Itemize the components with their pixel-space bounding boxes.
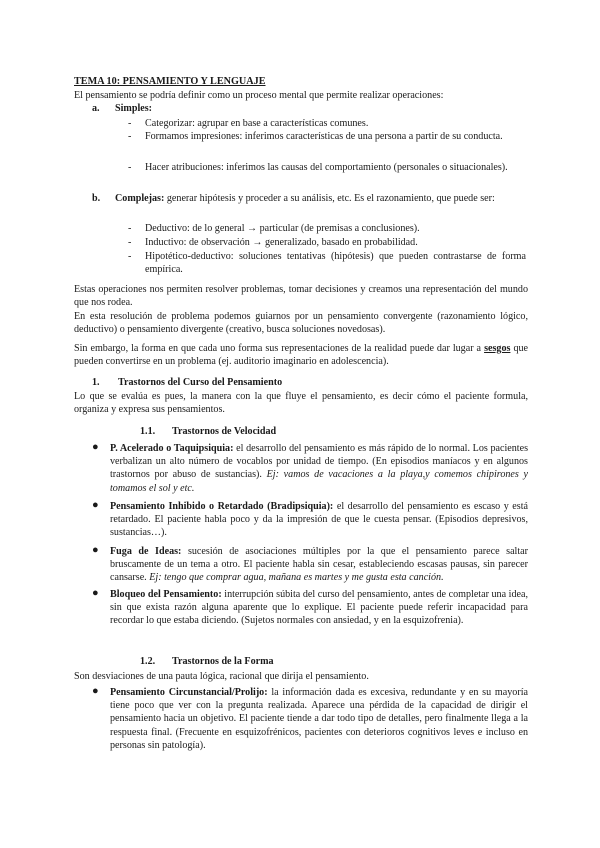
bullet-marker: ● [92,499,99,511]
term-label: Pensamiento Inhibido o Retardado (Bradipsiquia): [110,501,334,512]
biases-keyword: sesgos [484,343,511,354]
bullet-text [110,442,528,495]
page-title: TEMA 10: PENSAMIENTO Y LENGUAJE [74,76,266,87]
complex-label: Complejas: [115,193,165,204]
subsection-number: 1.1. [140,426,156,437]
list-item [92,686,528,752]
dash-marker: - [128,237,132,248]
complex-item-text: Inductivo: de observación → generalizado, basado en probabilidad. [145,237,418,248]
list-item [128,117,526,130]
dash-marker: - [128,251,132,262]
section-intro: Lo que se evalúa es pues, la manera con la que fluye el pensamiento, es decir cómo el paciente formula, organiza y expresa sus pensamientos. [74,391,528,416]
simple-item-text: Hacer atribuciones: inferimos las causas del comportamiento (personales o situacionales). [145,162,508,173]
section-heading [92,376,282,389]
list-item [92,500,528,540]
list-item [128,161,526,174]
list-item [128,250,526,276]
intro-paragraph: El pensamiento se podría definir como un proceso mental que permite realizar operaciones: [74,90,444,101]
bullet-marker: ● [92,441,99,453]
subsection-heading [140,655,274,668]
dash-marker: - [128,118,132,129]
bullet-text [110,545,528,585]
term-example: Ej: tengo que comprar agua, mañana es martes y me gusta esta canción. [149,572,444,584]
simple-item-text: Categorizar: agrupar en base a características comunes. [145,118,369,129]
simple-item-text: Formamos impresiones: inferimos características de una persona a partir de su conducta. [145,131,503,142]
list-key-b: b. [92,193,101,204]
section-title: Trastornos del Curso del Pensamiento [118,377,283,388]
bullet-text [110,500,528,540]
subsection-number: 1.2. [140,656,156,667]
term-label: P. Acelerado o Taquipsiquia: [110,443,234,454]
subsection-intro: Son desviaciones de una pauta lógica, racional que dirija el pensamiento. [74,671,369,682]
list-item [92,442,528,495]
dash-marker: - [128,162,132,173]
term-example: Ej: vamos de vacaciones a la playa,y comemos chipirones y tomamos el sol y etc. [110,469,528,494]
bullet-text [110,588,528,628]
term-definition: el desarrollo del pensamiento es escaso y está retardado. El paciente habla poco y da la impresión de que le cuesta pensar. (Episodios depresivos, sustancias…). [110,501,528,539]
subsection-title: Trastornos de Velocidad [172,426,277,437]
bullet-marker: ● [92,685,99,697]
list-item [128,222,526,235]
complex-item-text: Hipotético-deductivo: soluciones tentativas (hipótesis) que pueden contrastarse de forma empírica. [145,251,526,276]
term-definition: interrupción súbita del curso del pensamiento, antes de completar una idea, sin que exista razón alguna aparente que lo explique. El paciente puede referir incapacidad para recordar lo que estaba diciendo. (Sujetos normales con ansiedad, y en la esquizofrenia). [110,589,528,627]
list-key-a: a. [92,103,100,114]
biases-text-a: Sin embargo, la forma en que cada uno forma sus representaciones de la realidad puede dar lugar a [74,343,482,354]
bullet-text [110,686,528,752]
subsection-heading [140,425,276,438]
simple-label: Simples: [115,103,153,114]
list-item [128,236,526,249]
complex-operations-heading [92,192,528,205]
simple-operations-heading [92,102,152,115]
dash-marker: - [128,131,132,142]
complex-item-text: Deductivo: de lo general → particular (de premisas a conclusiones). [145,223,420,234]
dash-marker: - [128,223,132,234]
term-definition: el desarrollo del pensamiento es más rápido de lo normal. Los pacientes verbalizan un alto número de vocablos por unidad de tiempo. (En episodios maníacos y en algunos trastornos por abuso de sustancias). [110,443,529,481]
paragraph-problem-solving: En esta resolución de problema podemos guiarnos por un pensamiento convergente (razonamiento lógico, deductivo) o pensamiento divergente (creativo, busca soluciones novedosas). [74,311,528,336]
section-number: 1. [92,377,100,388]
list-item [92,588,528,628]
term-label: Bloqueo del Pensamiento: [110,589,222,600]
bullet-marker: ● [92,544,99,556]
term-label: Pensamiento Circunstancial/Prolijo: [110,687,268,698]
term-definition: sucesión de asociaciones múltiples por la que el pensamiento parece saltar bruscamente de un tema a otro. El paciente habla sin cesar, estableciendo escasas pausas, sin parecer cansarse. [110,546,528,584]
term-definition: la información dada es excesiva, redundante y en su mayoría tiene poco que ver con la pregunta realizada. Aparece una pérdida de la capacidad de dirigir el pensamiento hacia un objetivo. El paciente tiende a dar todo tipo de detalles, pero finalmente llega a la respuesta final. (Frecuente en esquizofrénicos, pacientes con deterioros cognitivos leves e incluso en personas sin patología). [110,687,528,751]
list-item [128,130,526,143]
bullet-marker: ● [92,587,99,599]
list-item [92,545,528,585]
paragraph-biases [74,342,528,368]
complex-text: generar hipótesis y proceder a su análisis, etc. Es el razonamiento, que puede ser: [166,193,495,204]
biases-text-b: que pueden convertirse en un problema (ej. auditorio imaginario en adolescencia). [74,343,529,368]
paragraph-operations: Estas operaciones nos permiten resolver problemas, tomar decisiones y creamos una representación del mundo que nos rodea. [74,284,528,309]
term-label: Fuga de Ideas: [110,546,182,557]
subsection-title: Trastornos de la Forma [172,656,274,667]
